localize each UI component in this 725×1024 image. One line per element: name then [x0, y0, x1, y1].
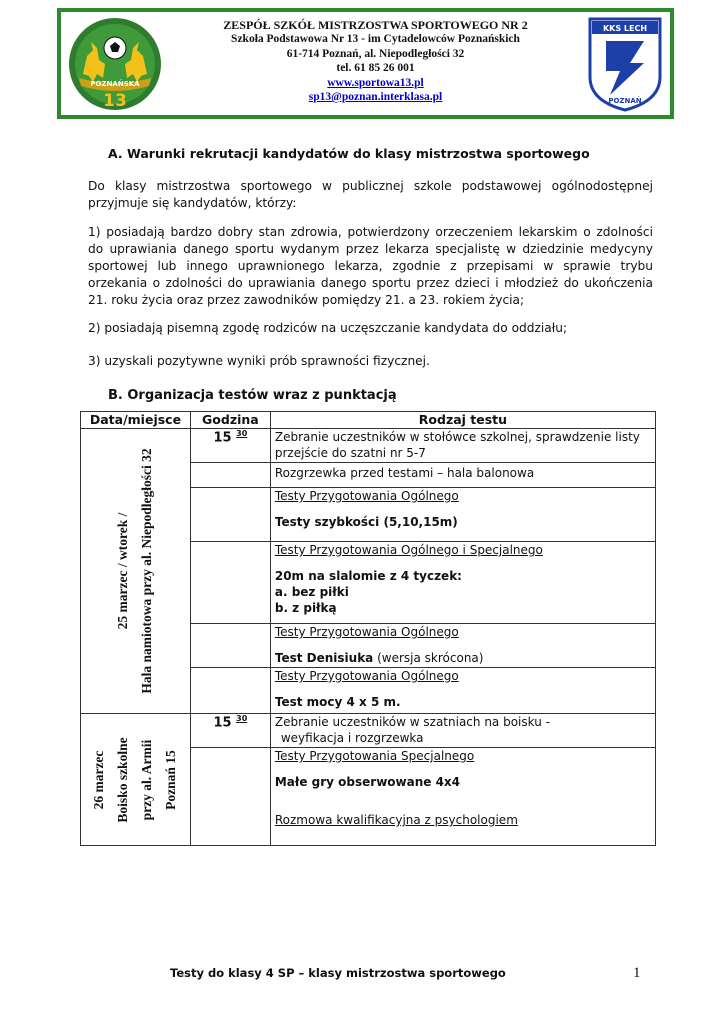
day2-tests: Testy Przygotowania Specjalnego Małe gry obserwowane 4x4 Rozmowa kwalifikacyjna z psychologiem [270, 748, 655, 846]
day1-date: 25 marzec / wtorek / [115, 512, 131, 630]
day1-test-slalom: Testy Przygotowania Ogólnego i Specjalnego 20m na slalomie z 4 tyczek: a. bez piłki b. z piłką [270, 542, 655, 624]
section-a-point-1: 1) posiadają bardzo dobry stan zdrowia, potwierdzony orzeczeniem lekarskim o zdolności do uprawiania danego sportu wydanym przez lekarza specjalistę w dziedzinie medycyny sportowej lub innego uprawnionego lekarza, zgodnie z przepisami w sprawie trybu orzekania o zdolności do uprawiania danego sportu przez dzieci i młodzież do ukończenia 21. roku życia oraz przez zawodników pomiędzy 21. a 23. rokiem życia; [88, 225, 653, 307]
page-footer: Testy do klasy 4 SP – klasy mistrzostwa sportowego [170, 966, 506, 980]
day1-warmup: Rozgrzewka przed testami – hala balonowa [270, 463, 655, 488]
test-schedule-table [80, 411, 656, 846]
svg-text:13: 13 [103, 91, 127, 111]
website-link[interactable]: www.sportowa13.pl [327, 76, 424, 89]
day1-test-power: Testy Przygotowania Ogólnego Test mocy 4 x 5 m. [270, 668, 655, 714]
table-row [81, 429, 656, 463]
section-a-intro: Do klasy mistrzostwa sportowego w publicznej szkole podstawowej ogólnodostępnej przyjmuje się kandydatów, którzy: [88, 179, 653, 210]
section-a-title: A. Warunki rekrutacji kandydatów do klasy mistrzostwa sportowego [108, 146, 590, 161]
school-phone: tel. 61 85 26 001 [336, 62, 415, 75]
day1-test-speed: Testy Przygotowania Ogólnego Testy szybkości (5,10,15m) [270, 488, 655, 542]
day1-place: Hala namiotowa przy al. Niepodległości 32 [139, 448, 155, 694]
svg-text:POZNAŃ: POZNAŃ [608, 97, 642, 105]
day2-date: 26 marzec [91, 750, 107, 809]
column-header: Godzina [190, 412, 270, 429]
section-a-point-3: 3) uzyskali pozytywne wyniki prób sprawności fizycznej. [88, 354, 430, 368]
svg-text:POZNAŃSKA: POZNAŃSKA [90, 80, 140, 88]
day2-place-3: Poznań 15 [163, 749, 179, 810]
day1-time: 15 $^{30}$ [190, 429, 270, 463]
school-address-block [191, 18, 560, 104]
email-link[interactable]: sp13@poznan.interklasa.pl [308, 91, 443, 104]
table-header-row [81, 412, 656, 429]
school-logo-goats-icon [65, 16, 165, 112]
column-header: Data/miejsce [81, 412, 191, 429]
day1-gathering: Zebranie uczestników w stołówce szkolnej, sprawdzenie listy przejście do szatni nr 5-7 [270, 429, 655, 463]
page-number: 1 [633, 965, 641, 981]
section-b-title: B. Organizacja testów wraz z punktacją [108, 388, 397, 403]
day1-date-place-cell [81, 429, 191, 714]
section-a-point-2: 2) posiadają pisemną zgodę rodziców na uczęszczanie kandydata do oddziału; [88, 321, 568, 335]
school-address: 61-714 Poznań, al. Niepodległości 32 [286, 47, 465, 60]
svg-text:KKS LECH: KKS LECH [602, 24, 648, 33]
column-header: Rodzaj testu [270, 412, 655, 429]
school-name: ZESPÓŁ SZKÓŁ MISTRZOSTWA SPORTOWEGO NR 2 [223, 18, 528, 32]
kks-lech-logo-icon [586, 15, 664, 113]
day1-test-denisiuk: Testy Przygotowania Ogólnego Test Denisiuka (wersja skrócona) [270, 624, 655, 668]
letterhead [57, 8, 674, 119]
day2-place-2: przy al. Armii [139, 739, 155, 820]
day2-time: 15 $^{30}$ [190, 714, 270, 748]
day2-date-place-cell [81, 714, 191, 846]
day2-gathering: Zebranie uczestników w szatniach na boisku - weyfikacja i rozgrzewka [270, 714, 655, 748]
day2-place-1: Boisko szkolne [115, 736, 131, 823]
table-row [81, 714, 656, 748]
school-subtitle: Szkoła Podstawowa Nr 13 - im Cytadelowców Poznańskich [231, 33, 520, 46]
